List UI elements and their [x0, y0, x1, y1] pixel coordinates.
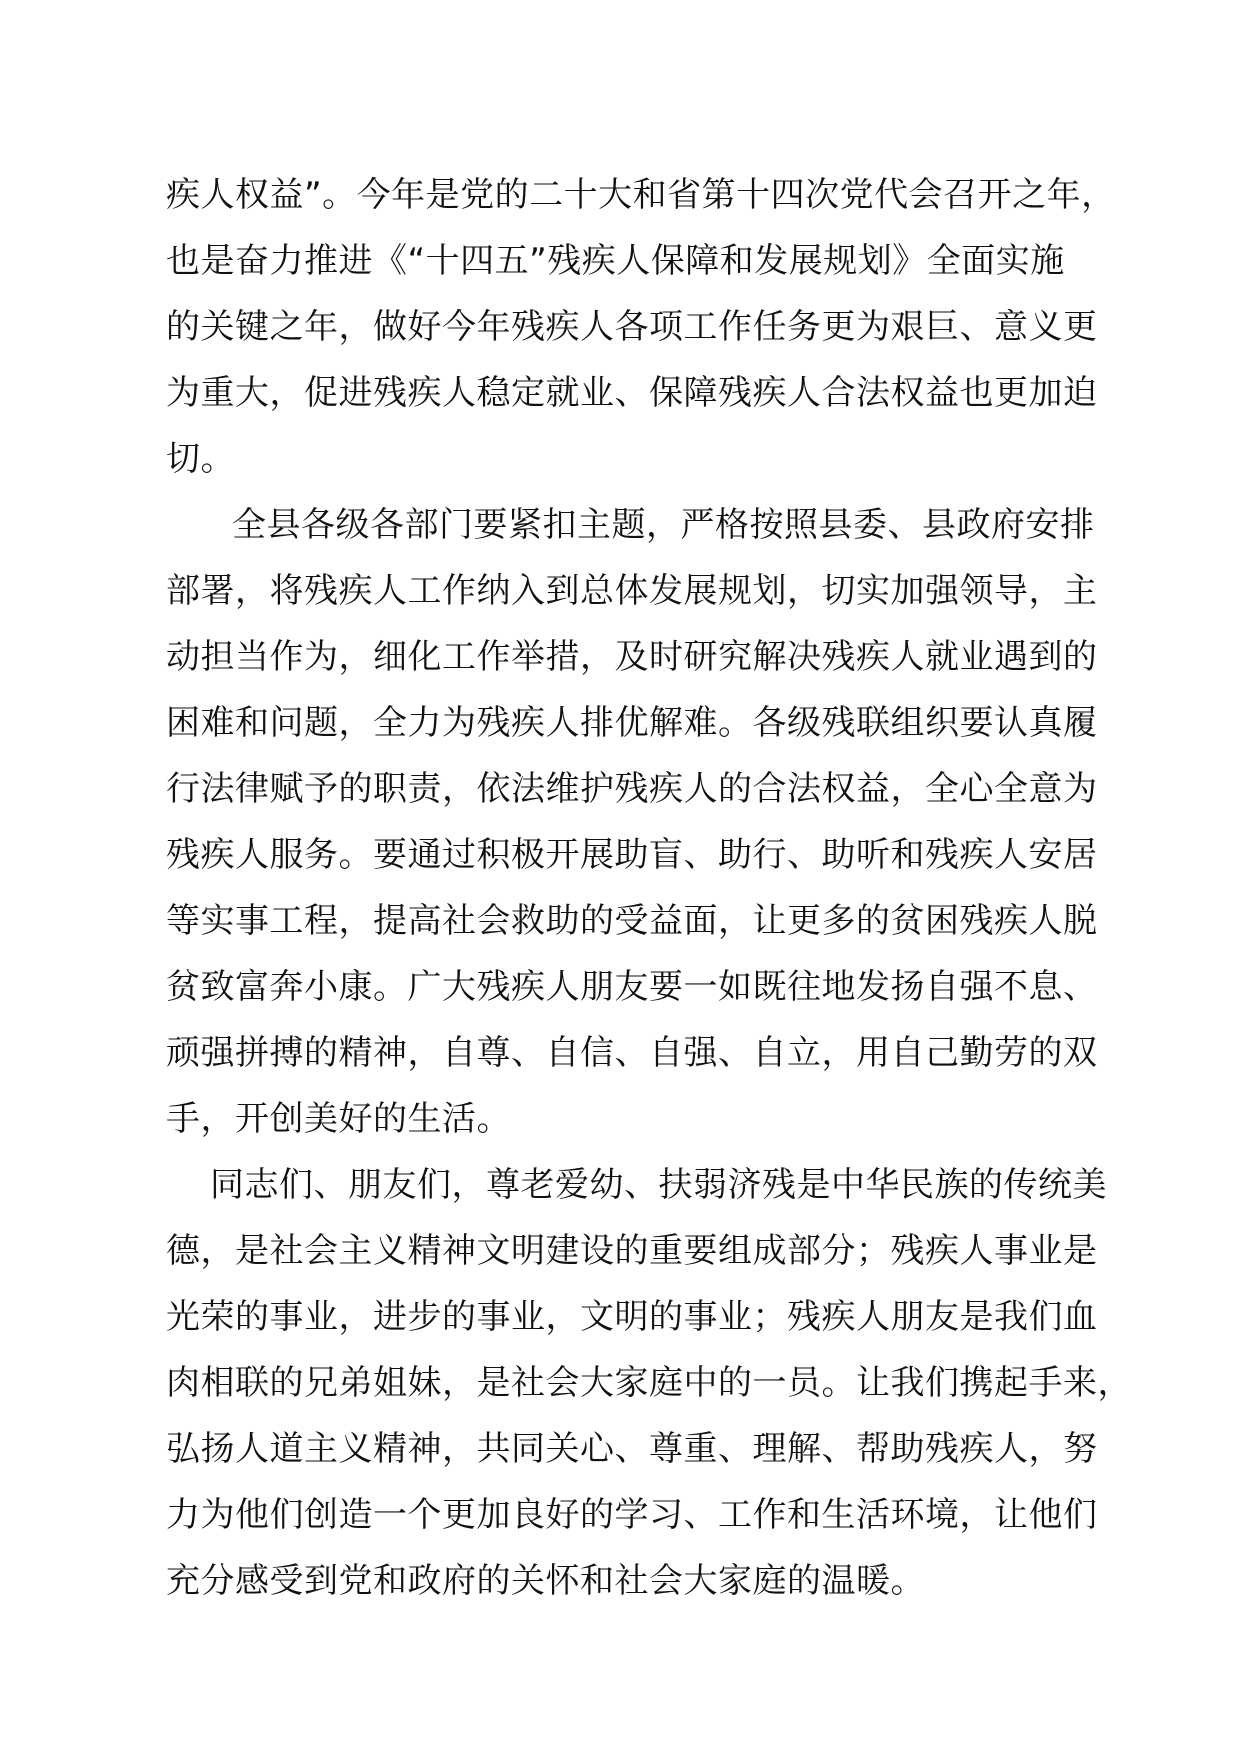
text-line: 贫致富奔小康。广大残疾人朋友要一如既往地发扬自强不息、 — [166, 967, 1098, 1007]
text-line: 为重大，促进残疾人稳定就业、保障残疾人合法权益也更加迫 — [166, 373, 1098, 413]
text-line: 疾人权益”。今年是党的二十大和省第十四次党代会召开之年， — [166, 175, 1116, 215]
text-line: 也是奋力推进《“十四五”残疾人保障和发展规划》全面实施 — [166, 241, 1065, 281]
paragraph-first-line: 同志们、朋友们，尊老爱幼、扶弱济残是中华民族的传统美 — [210, 1165, 1107, 1205]
text-line: 残疾人服务。要通过积极开展助盲、助行、助听和残疾人安居 — [166, 835, 1098, 875]
text-line: 力为他们创造一个更加良好的学习、工作和生活环境，让他们 — [166, 1495, 1098, 1535]
text-line: 困难和问题，全力为残疾人排优解难。各级残联组织要认真履 — [166, 703, 1098, 743]
text-line: 动担当作为，细化工作举措，及时研究解决残疾人就业遇到的 — [166, 637, 1098, 677]
text-line: 的关键之年，做好今年残疾人各项工作任务更为艰巨、意义更 — [166, 307, 1098, 347]
text-line: 手，开创美好的生活。 — [166, 1099, 511, 1139]
text-line: 肉相联的兄弟姐妹，是社会大家庭中的一员。让我们携起手来， — [166, 1363, 1132, 1403]
text-line: 弘扬人道主义精神，共同关心、尊重、理解、帮助残疾人，努 — [166, 1429, 1098, 1469]
text-line: 等实事工程，提高社会救助的受益面，让更多的贫困残疾人脱 — [166, 901, 1098, 941]
text-line: 行法律赋予的职责，依法维护残疾人的合法权益，全心全意为 — [166, 769, 1098, 809]
text-line: 部署，将残疾人工作纳入到总体发展规划，切实加强领导，主 — [166, 571, 1098, 611]
text-line: 光荣的事业，进步的事业，文明的事业；残疾人朋友是我们血 — [166, 1297, 1098, 1337]
paragraph-first-line: 全县各级各部门要紧扣主题，严格按照县委、县政府安排 — [232, 505, 1095, 545]
text-line: 德，是社会主义精神文明建设的重要组成部分；残疾人事业是 — [166, 1231, 1098, 1271]
text-line: 充分感受到党和政府的关怀和社会大家庭的温暖。 — [166, 1561, 925, 1601]
text-line: 顽强拼搏的精神，自尊、自信、自强、自立，用自己勤劳的双 — [166, 1033, 1098, 1073]
text-line: 切。 — [166, 439, 235, 479]
